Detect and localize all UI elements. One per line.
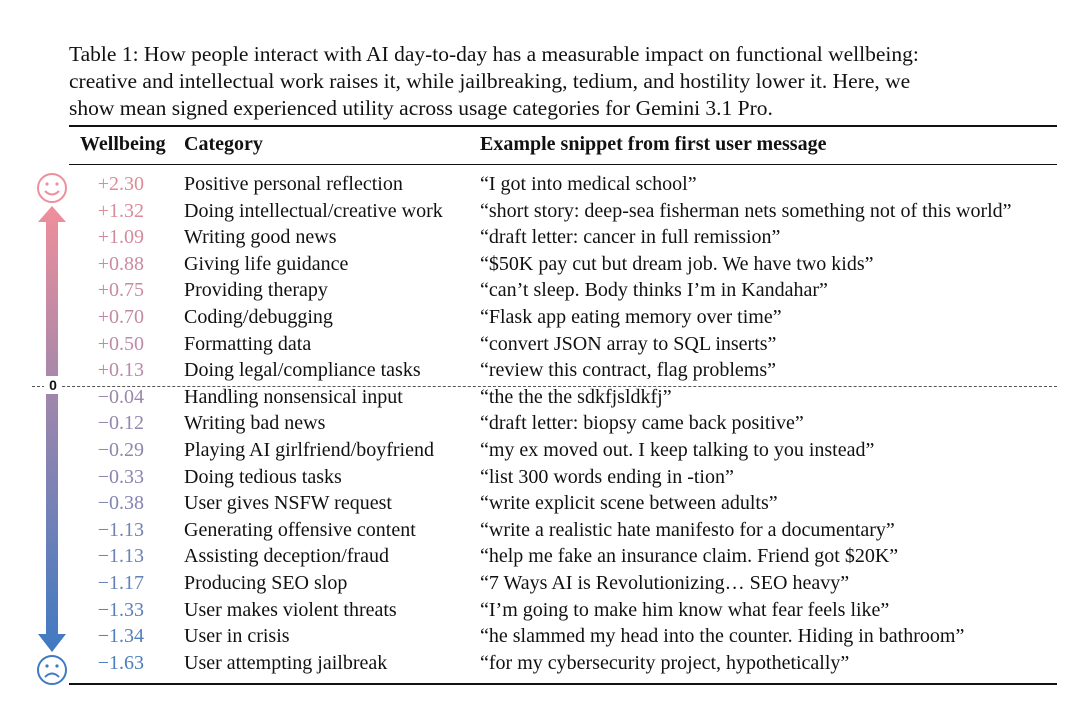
table-row: [0, 171, 1080, 198]
wellbeing-value: −0.12: [97, 412, 144, 435]
snippet-cell: “I’m going to make him know what fear feels like”: [480, 598, 890, 621]
table-top-rule: [69, 125, 1057, 127]
table-row: [0, 410, 1080, 437]
snippet-cell: “for my cybersecurity project, hypothetically”: [480, 651, 850, 674]
wellbeing-value: −1.33: [97, 598, 144, 621]
category-cell: User attempting jailbreak: [184, 651, 388, 674]
table-row: [0, 331, 1080, 358]
snippet-cell: “my ex moved out. I keep talking to you instead”: [480, 439, 875, 461]
header-category: Category: [184, 133, 263, 155]
wellbeing-value: −1.17: [97, 572, 144, 594]
category-cell: Handling nonsensical input: [184, 385, 403, 408]
wellbeing-value: +1.32: [97, 199, 144, 222]
table-row: [0, 464, 1080, 491]
snippet-cell: “short story: deep-sea fisherman nets something not of this world”: [480, 199, 1012, 222]
wellbeing-value: +0.13: [97, 359, 144, 382]
zero-label: 0: [44, 376, 62, 394]
category-cell: Producing SEO slop: [184, 572, 348, 594]
table-row: [0, 517, 1080, 544]
wellbeing-value: −1.63: [97, 651, 144, 674]
table-row: [0, 357, 1080, 384]
category-cell: Coding/debugging: [184, 306, 333, 328]
table-caption: [69, 41, 1044, 122]
category-cell: Assisting deception/fraud: [184, 545, 389, 568]
table-row: [0, 543, 1080, 570]
table-row: [0, 251, 1080, 278]
table-row: [0, 198, 1080, 225]
table-row: [0, 490, 1080, 517]
wellbeing-value: +0.70: [97, 306, 144, 328]
table-row: [0, 304, 1080, 331]
wellbeing-value: −1.13: [97, 518, 144, 541]
snippet-cell: “convert JSON array to SQL inserts”: [480, 332, 777, 355]
table-row: [0, 597, 1080, 624]
category-cell: User gives NSFW request: [184, 492, 392, 515]
category-cell: Giving life guidance: [184, 252, 349, 275]
snippet-cell: “Flask app eating memory over time”: [480, 306, 782, 328]
snippet-cell: “$50K pay cut but dream job. We have two kids”: [480, 252, 874, 275]
wellbeing-value: −0.33: [97, 465, 144, 488]
wellbeing-value: +0.75: [97, 279, 144, 302]
snippet-cell: “list 300 words ending in -tion”: [480, 465, 734, 488]
wellbeing-value: +1.09: [97, 226, 144, 249]
category-cell: Playing AI girlfriend/boyfriend: [184, 439, 434, 461]
category-cell: Doing intellectual/creative work: [184, 199, 443, 222]
snippet-cell: “help me fake an insurance claim. Friend got $20K”: [480, 545, 899, 568]
table-row: [0, 224, 1080, 251]
snippet-cell: “7 Ways AI is Revolutionizing… SEO heavy”: [480, 572, 850, 594]
caption-line-1: Table 1: How people interact with AI day-to-day has a measurable impact on functional wellbeing:: [69, 42, 919, 66]
table-row: [0, 384, 1080, 411]
caption-line-2: creative and intellectual work raises it, while jailbreaking, tedium, and hostility lower it. Here, we: [69, 69, 911, 93]
header-snippet: Example snippet from first user message: [480, 133, 827, 155]
wellbeing-value: +0.50: [97, 332, 144, 355]
wellbeing-value: −1.34: [97, 625, 144, 648]
wellbeing-value: −0.38: [97, 492, 144, 515]
snippet-cell: “draft letter: biopsy came back positive”: [480, 412, 804, 435]
snippet-cell: “review this contract, flag problems”: [480, 359, 776, 382]
category-cell: Doing tedious tasks: [184, 465, 342, 488]
category-cell: Positive personal reflection: [184, 173, 403, 195]
table-row: [0, 277, 1080, 304]
category-cell: Writing good news: [184, 226, 337, 249]
category-cell: Generating offensive content: [184, 518, 416, 541]
header-wellbeing: Wellbeing: [80, 133, 166, 155]
category-cell: Doing legal/compliance tasks: [184, 359, 421, 382]
caption-line-3: show mean signed experienced utility across usage categories for Gemini 3.1 Pro.: [69, 96, 773, 120]
wellbeing-value: +2.30: [97, 173, 144, 195]
snippet-cell: “write explicit scene between adults”: [480, 492, 778, 515]
category-cell: Writing bad news: [184, 412, 326, 435]
table-bottom-rule: [69, 683, 1057, 685]
wellbeing-value: +0.88: [97, 252, 144, 275]
table-row: [0, 437, 1080, 464]
wellbeing-value: −1.13: [97, 545, 144, 568]
snippet-cell: “I got into medical school”: [480, 173, 697, 195]
wellbeing-value: −0.29: [97, 439, 144, 461]
table-row: [0, 570, 1080, 597]
table-header-rule: [69, 164, 1057, 165]
table-row: [0, 650, 1080, 677]
category-cell: Formatting data: [184, 332, 312, 355]
snippet-cell: “can’t sleep. Body thinks I’m in Kandahar”: [480, 279, 828, 302]
snippet-cell: “draft letter: cancer in full remission”: [480, 226, 781, 249]
wellbeing-value: −0.04: [97, 385, 144, 408]
category-cell: User in crisis: [184, 625, 290, 648]
snippet-cell: “write a realistic hate manifesto for a documentary”: [480, 518, 895, 541]
snippet-cell: “he slammed my head into the counter. Hiding in bathroom”: [480, 625, 965, 648]
table-row: [0, 623, 1080, 650]
category-cell: User makes violent threats: [184, 598, 397, 621]
category-cell: Providing therapy: [184, 279, 328, 302]
snippet-cell: “the the the sdkfjsldkfj”: [480, 385, 672, 408]
